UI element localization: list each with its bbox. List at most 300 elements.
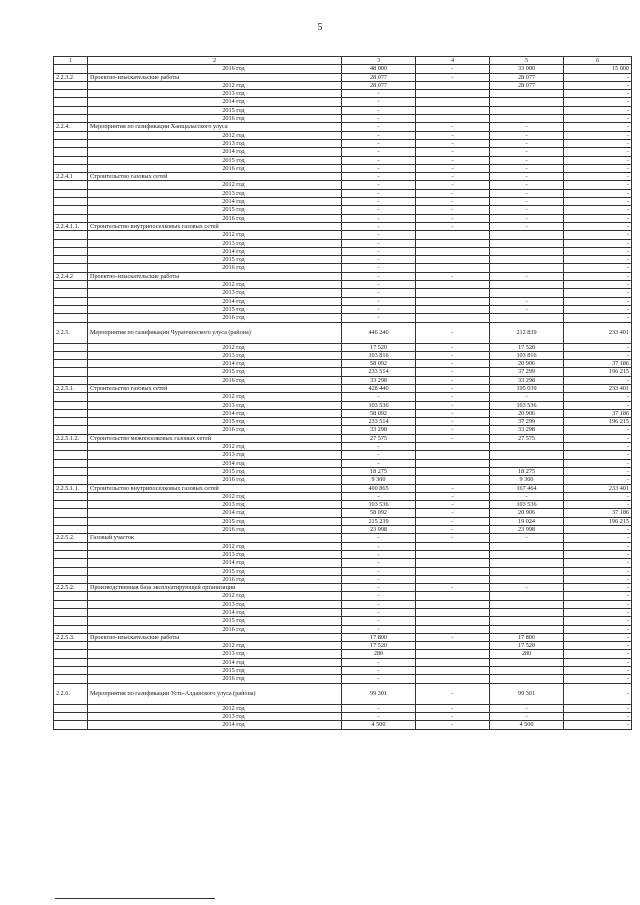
- col5-value: 280: [490, 650, 564, 658]
- col4-value: [416, 658, 490, 666]
- col4-value: [416, 305, 490, 313]
- col6-value: -: [564, 106, 632, 114]
- col6-value: -: [564, 567, 632, 575]
- col6-value: -: [564, 443, 632, 451]
- row-label: 2014 год: [88, 98, 342, 106]
- row-code: [54, 642, 88, 650]
- col3-value: -: [342, 139, 416, 147]
- row-code: 2.2.5.1.1.: [54, 484, 88, 492]
- table-row: [54, 401, 632, 409]
- col5-value: 4 500: [490, 721, 564, 729]
- row-code: [54, 376, 88, 384]
- col3-value: -: [342, 658, 416, 666]
- col4-value: [416, 675, 490, 683]
- col3-value: -: [342, 148, 416, 156]
- table-row: [54, 443, 632, 451]
- table-row: [54, 712, 632, 720]
- col3-value: -: [342, 567, 416, 575]
- table-row: [54, 106, 632, 114]
- col5-value: 20 906: [490, 509, 564, 517]
- col4-value: -: [416, 492, 490, 500]
- col5-value: 27 575: [490, 434, 564, 442]
- col5-value: -: [490, 393, 564, 401]
- table-row: [54, 368, 632, 376]
- col5-value: [490, 667, 564, 675]
- row-label: 2016 год: [88, 426, 342, 434]
- col5-value: 19 024: [490, 517, 564, 525]
- col4-value: -: [416, 222, 490, 230]
- col6-value: -: [564, 281, 632, 289]
- row-label: Производственная база эксплуатирующей организации: [88, 584, 342, 592]
- row-code: [54, 189, 88, 197]
- row-code: [54, 181, 88, 189]
- row-code: 2.2.5.: [54, 322, 88, 343]
- row-label: 2015 год: [88, 667, 342, 675]
- table-row: [54, 617, 632, 625]
- col5-value: -: [490, 131, 564, 139]
- col6-value: -: [564, 625, 632, 633]
- col6-value: -: [564, 314, 632, 322]
- table-row: [54, 451, 632, 459]
- row-code: [54, 164, 88, 172]
- row-label: 2016 год: [88, 376, 342, 384]
- col4-value: -: [416, 351, 490, 359]
- row-code: [54, 98, 88, 106]
- col6-value: -: [564, 658, 632, 666]
- budget-table: [53, 56, 632, 730]
- col6-value: 37 186: [564, 360, 632, 368]
- row-label: 2014 год: [88, 721, 342, 729]
- col6-value: -: [564, 704, 632, 712]
- row-code: [54, 214, 88, 222]
- table-row: [54, 517, 632, 525]
- col3-value: -: [342, 247, 416, 255]
- row-label: 2015 год: [88, 517, 342, 525]
- col3-value: -: [342, 625, 416, 633]
- col5-value: -: [490, 123, 564, 131]
- col5-value: -: [490, 139, 564, 147]
- col3-value: 33 298: [342, 376, 416, 384]
- col6-value: -: [564, 90, 632, 98]
- row-code: [54, 297, 88, 305]
- col5-value: 28 077: [490, 81, 564, 89]
- col5-value: -: [490, 534, 564, 542]
- col5-value: 103 536: [490, 401, 564, 409]
- col6-value: -: [564, 401, 632, 409]
- col6-value: -: [564, 123, 632, 131]
- col4-value: [416, 281, 490, 289]
- col6-value: -: [564, 289, 632, 297]
- row-code: [54, 106, 88, 114]
- col5-value: 195 039: [490, 384, 564, 392]
- col5-value: 33 000: [490, 65, 564, 73]
- row-label: 2014 год: [88, 198, 342, 206]
- col3-value: 103 816: [342, 351, 416, 359]
- col3-value: -: [342, 98, 416, 106]
- row-label: 2012 год: [88, 81, 342, 89]
- col4-value: -: [416, 401, 490, 409]
- col4-value: [416, 289, 490, 297]
- col6-value: 37 186: [564, 509, 632, 517]
- col5-value: [490, 675, 564, 683]
- row-label: Проектно-изыскательские работы: [88, 272, 342, 280]
- row-label: 2014 год: [88, 297, 342, 305]
- col4-value: -: [416, 526, 490, 534]
- footnote-separator: [55, 898, 215, 899]
- table-row: [54, 305, 632, 313]
- col5-value: [490, 609, 564, 617]
- table-row: [54, 139, 632, 147]
- col3-value: 99 301: [342, 683, 416, 704]
- row-code: 2.2.3.2: [54, 73, 88, 81]
- col4-value: [416, 115, 490, 123]
- table-row: [54, 625, 632, 633]
- table-row: [54, 575, 632, 583]
- table-row: [54, 206, 632, 214]
- row-code: [54, 542, 88, 550]
- table-row: [54, 434, 632, 442]
- col3-value: -: [342, 534, 416, 542]
- row-code: [54, 90, 88, 98]
- row-label: 2015 год: [88, 156, 342, 164]
- column-header: 6: [564, 57, 632, 65]
- row-code: [54, 467, 88, 475]
- col4-value: [416, 625, 490, 633]
- col5-value: [490, 617, 564, 625]
- table-header-row: [54, 57, 632, 65]
- col4-value: [416, 451, 490, 459]
- row-label: 2014 год: [88, 409, 342, 417]
- row-code: [54, 256, 88, 264]
- col5-value: 167 464: [490, 484, 564, 492]
- row-code: [54, 198, 88, 206]
- col4-value: -: [416, 393, 490, 401]
- column-header: 3: [342, 57, 416, 65]
- col3-value: -: [342, 123, 416, 131]
- table-row: [54, 467, 632, 475]
- col4-value: -: [416, 434, 490, 442]
- col5-value: [490, 542, 564, 550]
- table-row: [54, 559, 632, 567]
- col3-value: 33 298: [342, 426, 416, 434]
- table-row: [54, 567, 632, 575]
- row-label: 2012 год: [88, 131, 342, 139]
- col3-value: 28 077: [342, 73, 416, 81]
- table-row: [54, 148, 632, 156]
- table-row: [54, 131, 632, 139]
- col4-value: [416, 617, 490, 625]
- col4-value: [416, 314, 490, 322]
- col5-value: 99 301: [490, 683, 564, 704]
- col3-value: -: [342, 173, 416, 181]
- table-row: [54, 189, 632, 197]
- col3-value: 4 500: [342, 721, 416, 729]
- col5-value: [490, 451, 564, 459]
- col6-value: -: [564, 214, 632, 222]
- row-label: Строительство внутрипоселковых газовых сетей: [88, 484, 342, 492]
- col3-value: -: [342, 206, 416, 214]
- col4-value: -: [416, 509, 490, 517]
- row-label: Строительство газовых сетей: [88, 173, 342, 181]
- col6-value: -: [564, 247, 632, 255]
- col6-value: -: [564, 264, 632, 272]
- col4-value: -: [416, 198, 490, 206]
- col4-value: -: [416, 206, 490, 214]
- row-code: [54, 600, 88, 608]
- row-code: 2.2.5.1.: [54, 384, 88, 392]
- table-row: [54, 173, 632, 181]
- col4-value: -: [416, 181, 490, 189]
- col4-value: -: [416, 368, 490, 376]
- row-label: Строительство межпоселковых газовых сетей: [88, 434, 342, 442]
- col3-value: 103 536: [342, 501, 416, 509]
- col3-value: -: [342, 239, 416, 247]
- row-label: 2015 год: [88, 206, 342, 214]
- col5-value: -: [490, 181, 564, 189]
- col3-value: -: [342, 675, 416, 683]
- row-label: 2015 год: [88, 368, 342, 376]
- col4-value: [416, 550, 490, 558]
- row-code: [54, 65, 88, 73]
- row-label: 2013 год: [88, 451, 342, 459]
- row-code: [54, 418, 88, 426]
- col6-value: -: [564, 189, 632, 197]
- row-code: [54, 567, 88, 575]
- row-label: 2016 год: [88, 476, 342, 484]
- col3-value: -: [342, 592, 416, 600]
- col6-value: -: [564, 459, 632, 467]
- row-label: 2013 год: [88, 600, 342, 608]
- col6-value: -: [564, 181, 632, 189]
- col3-value: -: [342, 264, 416, 272]
- row-code: [54, 401, 88, 409]
- col4-value: -: [416, 501, 490, 509]
- row-code: [54, 115, 88, 123]
- col5-value: [490, 559, 564, 567]
- col5-value: [490, 281, 564, 289]
- col4-value: [416, 609, 490, 617]
- row-label: 2012 год: [88, 181, 342, 189]
- col5-value: 23 998: [490, 526, 564, 534]
- col4-value: -: [416, 584, 490, 592]
- col4-value: -: [416, 131, 490, 139]
- col3-value: -: [342, 115, 416, 123]
- col6-value: -: [564, 526, 632, 534]
- row-label: 2012 год: [88, 592, 342, 600]
- col4-value: [416, 98, 490, 106]
- col3-value: 23 998: [342, 526, 416, 534]
- table-row: [54, 609, 632, 617]
- col3-value: -: [342, 451, 416, 459]
- col4-value: -: [416, 73, 490, 81]
- col6-value: -: [564, 501, 632, 509]
- col3-value: -: [342, 289, 416, 297]
- col5-value: -: [490, 164, 564, 172]
- row-code: [54, 617, 88, 625]
- col6-value: -: [564, 650, 632, 658]
- col3-value: 9 300: [342, 476, 416, 484]
- table-row: [54, 492, 632, 500]
- table-row: [54, 650, 632, 658]
- row-code: [54, 393, 88, 401]
- column-header: 2: [88, 57, 342, 65]
- table-row: [54, 658, 632, 666]
- table-row: [54, 550, 632, 558]
- col3-value: -: [342, 584, 416, 592]
- col6-value: -: [564, 98, 632, 106]
- table-row: [54, 65, 632, 73]
- col4-value: -: [416, 704, 490, 712]
- row-label: 2016 год: [88, 214, 342, 222]
- col6-value: 196 215: [564, 418, 632, 426]
- table-row: [54, 351, 632, 359]
- col5-value: [490, 98, 564, 106]
- row-label: 2013 год: [88, 501, 342, 509]
- col6-value: -: [564, 272, 632, 280]
- col3-value: -: [342, 131, 416, 139]
- col3-value: 48 000: [342, 65, 416, 73]
- col4-value: -: [416, 534, 490, 542]
- row-code: [54, 575, 88, 583]
- table-row: [54, 181, 632, 189]
- row-code: [54, 443, 88, 451]
- row-label: 2013 год: [88, 139, 342, 147]
- row-label: 2012 год: [88, 393, 342, 401]
- col6-value: -: [564, 198, 632, 206]
- col5-value: [490, 231, 564, 239]
- row-code: [54, 264, 88, 272]
- col6-value: -: [564, 376, 632, 384]
- row-label: 2015 год: [88, 567, 342, 575]
- col4-value: [416, 459, 490, 467]
- col6-value: -: [564, 600, 632, 608]
- col4-value: -: [416, 712, 490, 720]
- row-code: [54, 360, 88, 368]
- table-row: [54, 642, 632, 650]
- col3-value: 28 077: [342, 81, 416, 89]
- col5-value: 18 275: [490, 467, 564, 475]
- row-code: [54, 148, 88, 156]
- col3-value: -: [342, 198, 416, 206]
- col4-value: [416, 247, 490, 255]
- row-code: 2.2.5.2.: [54, 534, 88, 542]
- col5-value: [490, 625, 564, 633]
- col4-value: [416, 239, 490, 247]
- row-code: [54, 625, 88, 633]
- col6-value: -: [564, 451, 632, 459]
- col3-value: -: [342, 443, 416, 451]
- col5-value: -: [490, 206, 564, 214]
- table-row: [54, 704, 632, 712]
- table-row: [54, 384, 632, 392]
- col3-value: -: [342, 297, 416, 305]
- col3-value: -: [342, 256, 416, 264]
- row-code: [54, 501, 88, 509]
- col3-value: 280: [342, 650, 416, 658]
- col4-value: -: [416, 343, 490, 351]
- table-row: [54, 272, 632, 280]
- col4-value: [416, 476, 490, 484]
- row-label: 2012 год: [88, 281, 342, 289]
- row-code: [54, 343, 88, 351]
- row-code: [54, 459, 88, 467]
- col6-value: -: [564, 231, 632, 239]
- col6-value: -: [564, 297, 632, 305]
- row-label: 2016 год: [88, 575, 342, 583]
- col5-value: [490, 314, 564, 322]
- col6-value: -: [564, 305, 632, 313]
- col6-value: -: [564, 115, 632, 123]
- row-code: [54, 492, 88, 500]
- row-code: [54, 368, 88, 376]
- table-row: [54, 459, 632, 467]
- col5-value: -: [490, 148, 564, 156]
- col6-value: -: [564, 667, 632, 675]
- row-code: [54, 156, 88, 164]
- row-code: [54, 231, 88, 239]
- table-row: [54, 675, 632, 683]
- col4-value: -: [416, 418, 490, 426]
- column-header: 4: [416, 57, 490, 65]
- col6-value: -: [564, 81, 632, 89]
- col6-value: -: [564, 239, 632, 247]
- col5-value: 33 298: [490, 376, 564, 384]
- col3-value: -: [342, 189, 416, 197]
- col3-value: -: [342, 156, 416, 164]
- row-code: [54, 476, 88, 484]
- col6-value: -: [564, 617, 632, 625]
- col4-value: [416, 90, 490, 98]
- table-row: [54, 343, 632, 351]
- row-label: 2016 год: [88, 264, 342, 272]
- row-code: [54, 650, 88, 658]
- col5-value: -: [490, 189, 564, 197]
- row-label: 2012 год: [88, 492, 342, 500]
- row-label: 2014 год: [88, 509, 342, 517]
- table-row: [54, 484, 632, 492]
- col6-value: -: [564, 492, 632, 500]
- table-row: [54, 409, 632, 417]
- col6-value: -: [564, 73, 632, 81]
- col5-value: [490, 658, 564, 666]
- table-row: [54, 721, 632, 729]
- col6-value: -: [564, 584, 632, 592]
- col6-value: -: [564, 256, 632, 264]
- row-code: [54, 305, 88, 313]
- col3-value: 233 514: [342, 368, 416, 376]
- col6-value: -: [564, 206, 632, 214]
- col4-value: -: [416, 189, 490, 197]
- table-row: [54, 600, 632, 608]
- col4-value: [416, 467, 490, 475]
- col5-value: 103 536: [490, 501, 564, 509]
- col6-value: 37 186: [564, 409, 632, 417]
- row-label: 2013 год: [88, 712, 342, 720]
- table-row: [54, 667, 632, 675]
- row-code: 2.2.4.1.1.: [54, 222, 88, 230]
- row-code: [54, 559, 88, 567]
- col6-value: -: [564, 712, 632, 720]
- col5-value: [490, 459, 564, 467]
- col5-value: -: [490, 584, 564, 592]
- col6-value: 233 401: [564, 384, 632, 392]
- col5-value: -: [490, 198, 564, 206]
- table-row: [54, 247, 632, 255]
- col4-value: [416, 231, 490, 239]
- col4-value: -: [416, 123, 490, 131]
- table-row: [54, 222, 632, 230]
- col5-value: -: [490, 492, 564, 500]
